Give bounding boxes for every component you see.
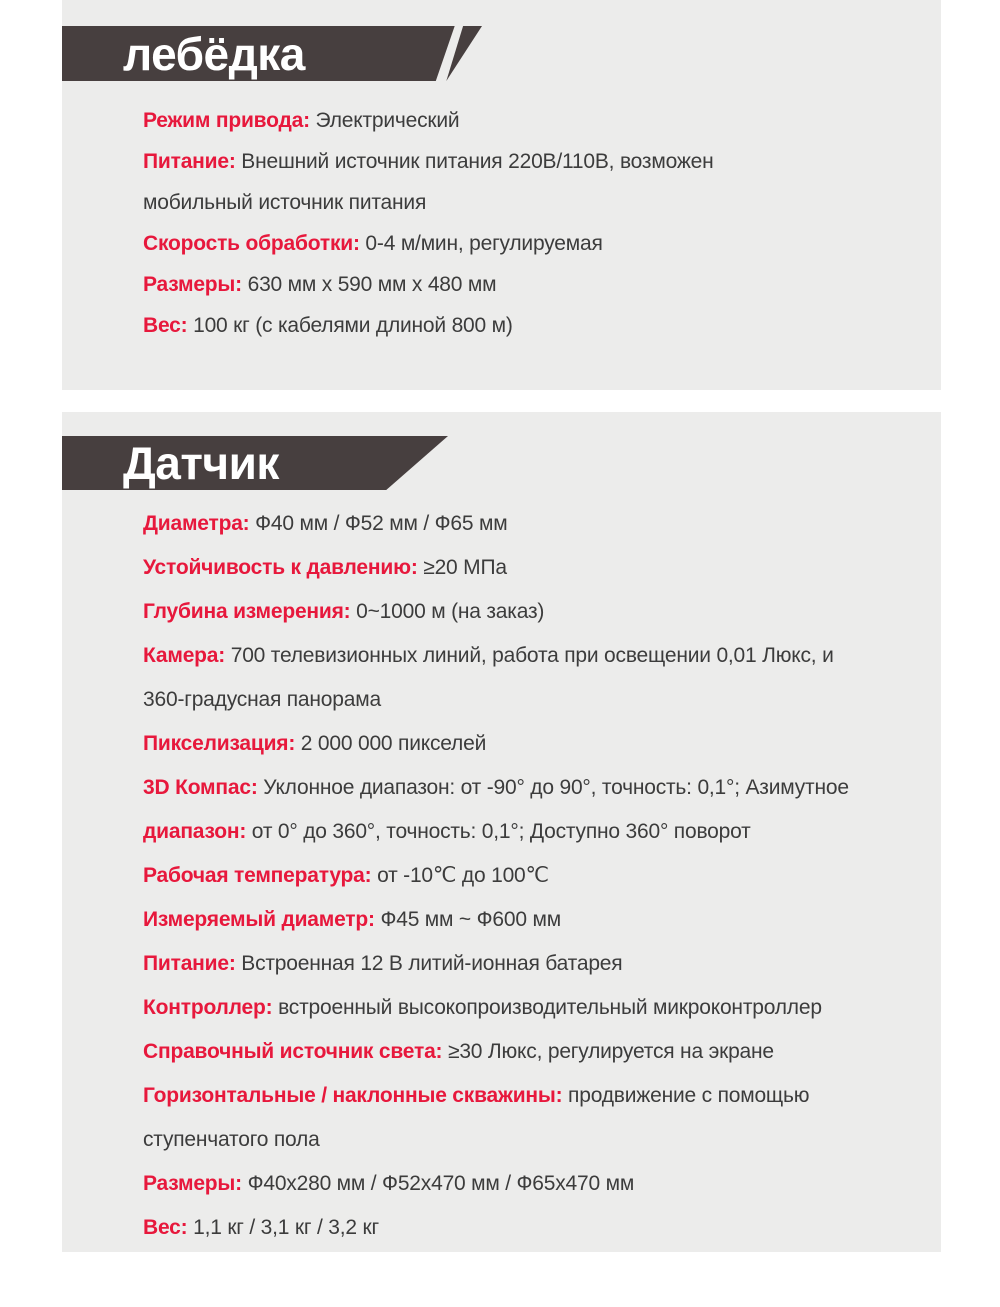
section-banner-sensor: [62, 436, 448, 490]
spec-label: Глубина измерения:: [143, 600, 351, 623]
spec-value: 2 000 000 пикселей: [295, 732, 487, 755]
spec-value: ≥20 МПа: [417, 556, 507, 579]
spec-label: 3D Компас:: [143, 776, 258, 799]
spec-value: ≥30 Люкс, регулируется на экране: [442, 1040, 774, 1063]
spec-label: Вес:: [143, 1216, 188, 1239]
spec-line: [143, 1118, 921, 1162]
section-banner-winch: [62, 26, 482, 81]
spec-label: Горизонтальные / наклонные скважины:: [143, 1084, 563, 1107]
spec-line: [143, 182, 921, 223]
spec-value: ступенчатого пола: [143, 1128, 320, 1151]
spec-label: Контроллер:: [143, 996, 273, 1019]
spec-line: [143, 100, 921, 141]
spec-line: [143, 854, 921, 898]
section-panel-sensor: [62, 412, 941, 1252]
spec-value: Электрический: [309, 109, 460, 132]
spec-label: Устойчивость к давлению:: [143, 556, 418, 579]
spec-value: Внешний источник питания 220В/110В, возможен: [235, 150, 714, 173]
spec-line: [143, 305, 921, 346]
spec-line: [143, 898, 921, 942]
spec-value: 700 телевизионных линий, работа при освещении 0,01 Люкс, и: [225, 644, 834, 667]
spec-value: продвижение с помощью: [562, 1084, 810, 1107]
spec-label: Размеры:: [143, 273, 242, 296]
spec-line: [143, 223, 921, 264]
spec-line: [143, 546, 921, 590]
spec-value: Ф40 мм / Ф52 мм / Ф65 мм: [249, 512, 508, 535]
spec-line: [143, 1206, 921, 1250]
spec-value: встроенный высокопроизводительный микроконтроллер: [272, 996, 822, 1019]
spec-value: Ф45 мм ~ Ф600 мм: [374, 908, 561, 931]
spec-value: от -10℃ до 100℃: [371, 864, 549, 887]
spec-line: [143, 722, 921, 766]
spec-line: [143, 1074, 921, 1118]
section-title-winch: лебёдка: [123, 27, 305, 80]
spec-label: Питание:: [143, 150, 236, 173]
spec-value: от 0° до 360°, точность: 0,1°; Доступно 360° поворот: [246, 820, 751, 843]
spec-line: [143, 986, 921, 1030]
spec-value: Встроенная 12 В литий-ионная батарея: [235, 952, 623, 975]
spec-label: Размеры:: [143, 1172, 242, 1195]
spec-value: 1,1 кг / 3,1 кг / 3,2 кг: [187, 1216, 379, 1239]
spec-list-sensor: [143, 502, 921, 1250]
spec-line: [143, 1162, 921, 1206]
spec-label: Вес:: [143, 314, 188, 337]
spec-value: Ф40х280 мм / Ф52х470 мм / Ф65х470 мм: [241, 1172, 635, 1195]
spec-label: Диаметра:: [143, 512, 250, 535]
spec-line: [143, 141, 921, 182]
spec-line: [143, 502, 921, 546]
spec-value: 0~1000 м (на заказ): [350, 600, 545, 623]
spec-label: Рабочая температура:: [143, 864, 372, 887]
spec-value: 0-4 м/мин, регулируемая: [359, 232, 603, 255]
spec-label: Камера:: [143, 644, 226, 667]
spec-value: мобильный источник питания: [143, 191, 427, 214]
section-title-sensor: Датчик: [123, 437, 279, 489]
spec-label: диапазон:: [143, 820, 247, 843]
section-panel-winch: [62, 0, 941, 390]
spec-line: [143, 766, 921, 810]
spec-line: [143, 590, 921, 634]
spec-label: Пикселизация:: [143, 732, 296, 755]
spec-value: 100 кг (с кабелями длиной 800 м): [187, 314, 513, 337]
spec-line: [143, 810, 921, 854]
spec-line: [143, 264, 921, 305]
spec-label: Измеряемый диаметр:: [143, 908, 375, 931]
spec-label: Скорость обработки:: [143, 232, 360, 255]
spec-list-winch: [143, 100, 921, 346]
spec-line: [143, 634, 921, 678]
spec-value: 630 мм х 590 мм х 480 мм: [241, 273, 497, 296]
spec-value: Уклонное диапазон: от -90° до 90°, точность: 0,1°; Азимутное: [257, 776, 849, 799]
spec-label: Справочный источник света:: [143, 1040, 443, 1063]
spec-label: Питание:: [143, 952, 236, 975]
spec-value: 360-градусная панорама: [143, 688, 381, 711]
spec-line: [143, 1030, 921, 1074]
spec-label: Режим привода:: [143, 109, 310, 132]
spec-line: [143, 942, 921, 986]
spec-line: [143, 678, 921, 722]
